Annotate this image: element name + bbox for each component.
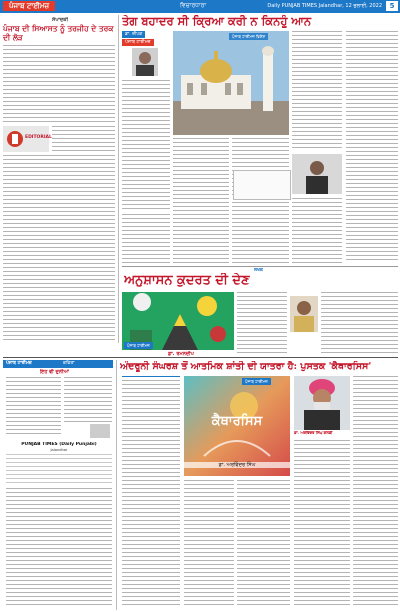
column-divider-2 <box>116 360 117 610</box>
poem-section: ਪੰਜਾਬ ਟਾਈਮਜ਼ <box>6 361 32 366</box>
poem-kicker: ਕਵਿਤਾ <box>63 361 75 366</box>
imprint-text <box>6 454 112 484</box>
column-divider <box>118 15 119 343</box>
third-story-col4 <box>294 440 350 605</box>
poem-header <box>3 360 113 368</box>
second-story-headline: ਅਨੁਸ਼ਾਸਨ ਕੁਦਰਤ ਦੀ ਦੇਣ <box>124 273 250 288</box>
second-story-kicker: ਲੇਖਕ <box>254 268 263 273</box>
gurdwara-photo <box>173 31 289 135</box>
main-story-col1 <box>122 80 170 210</box>
main-story-col3b <box>232 202 289 263</box>
gurdwara-illustration <box>173 31 289 135</box>
imprint-title: PUNJAB TIMES (Daily Punjabi) <box>21 442 97 447</box>
author-badge: ਡਾ. ਦੀਪਕ <box>122 31 145 38</box>
second-story-col3 <box>321 292 398 354</box>
editorial-body-text <box>3 45 115 123</box>
second-story-author-photo <box>290 296 318 332</box>
third-section-badge: ਪੰਜਾਬ ਟਾਈਮਜ਼ <box>242 378 271 385</box>
main-story-col5 <box>346 31 398 263</box>
editorial-headline: ਪੰਜਾਬ ਦੀ ਸਿਆਸਤ ਨੂੰ ਤਰਜੀਹ ਦੇ ਤਰਕ ਦੀ ਲੋੜ <box>3 24 114 42</box>
date-line: Daily PUNJAB TIMES Jalandhar, 12 ਜੁਲਾਈ, 2022 <box>267 3 382 9</box>
poem-text-col2 <box>64 377 112 422</box>
main-story-col2 <box>173 138 229 263</box>
third-story-col3 <box>237 480 290 605</box>
top-band <box>0 0 400 13</box>
main-story-col1b <box>122 214 170 263</box>
main-story-headline: ਤੇਗ ਬਹਾਦਰ ਸੀ ਕ੍ਰਿਆ ਕਰੀ ਨ ਕਿਨਹੂੰ ਆਨ <box>122 15 312 28</box>
imprint-sub: Jalandhar <box>50 448 68 452</box>
author-portrait-icon <box>294 376 350 430</box>
third-story-col1 <box>122 380 180 605</box>
book-title: ਕੈਥਾਰਸਿਸ <box>211 414 263 429</box>
discipline-illustration <box>122 292 234 350</box>
author-photo <box>132 48 158 76</box>
author2-avatar-icon <box>290 296 318 332</box>
second-story-col2 <box>237 292 287 354</box>
page-number: 5 <box>386 1 398 11</box>
poem-text-col1 <box>6 377 61 437</box>
author-avatar-icon <box>132 48 158 76</box>
main-story-col4b <box>292 198 342 263</box>
editorial-label: EDITORIAL <box>25 135 52 140</box>
pull-quote-box <box>233 170 291 200</box>
editorial-body-text-2 <box>52 126 115 152</box>
editorial-kicker: ਸੰਪਾਦਕੀ <box>52 17 69 23</box>
editorial-body-text-3 <box>3 155 115 340</box>
section-label: ਪੰਜਾਬ ਟਾਈਮਜ਼ <box>3 1 55 11</box>
editorial-logo-box <box>3 126 52 152</box>
third-story-col2 <box>184 480 234 605</box>
second-story-caption: ਪੰਜਾਬ ਟਾਈਮਜ਼ <box>124 342 153 349</box>
author-block <box>122 31 170 77</box>
poem-title: ਇਹ ਵੀ ਦੁਨੀਆਂ <box>40 369 69 375</box>
poet-photo <box>90 424 110 438</box>
second-story-byline: ਡਾ. ਰਮਨਦੀਪ <box>168 351 194 357</box>
portrait-caption: ਡਾ. ਅਰਵਿੰਦਰ ਸਿੰਘ ਗੋਲਡੀ <box>294 431 333 435</box>
book-author: ਡਾ. ਅਰਵਿੰਦਰ ਸਿੰਘ <box>184 462 290 468</box>
inset-portrait-icon <box>292 154 342 194</box>
author-portrait <box>294 376 350 430</box>
left-bottom-text <box>6 488 112 608</box>
third-story-col5 <box>353 376 398 605</box>
third-story-headline: ਅੰਦਰੂਨੀ ਸੰਘਰਸ਼ ਤੋਂ ਆਤਮਿਕ ਸ਼ਾਂਤੀ ਦੀ ਯਾਤਰਾ ਹੈ: ਪੁਸਤਕ 'ਕੈਥਾਰਸਿਸ' <box>120 361 372 372</box>
main-story-col4 <box>292 31 342 151</box>
section-divider <box>3 357 398 358</box>
band-center-label: ਵਿਚਾਰਧਾਰਾ <box>180 2 207 9</box>
book-cover <box>184 376 290 476</box>
inset-photo <box>292 154 342 194</box>
story-divider <box>122 266 398 267</box>
photo-caption: ਪੰਜਾਬ ਟਾਈਮਜ਼ ਵਿਸ਼ੇਸ਼ <box>229 33 268 40</box>
section-badge: ਪੰਜਾਬ ਟਾਈਮਜ਼ <box>122 39 154 46</box>
